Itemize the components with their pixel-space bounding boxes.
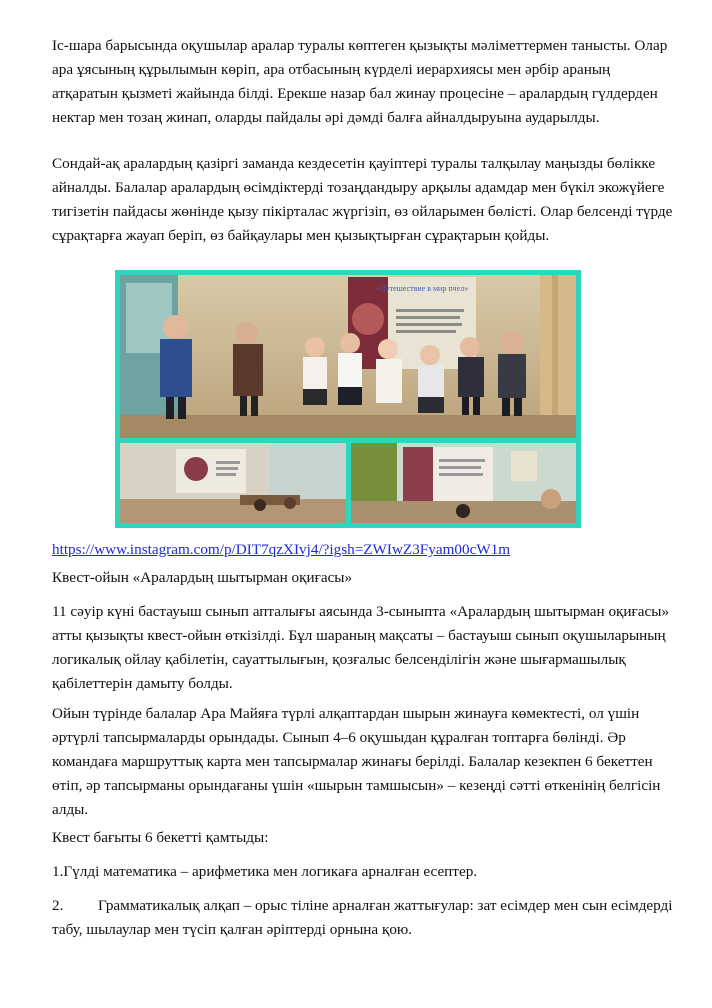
section-title: Квест-ойын «Аралардың шытырман оқиғасы» [52, 569, 353, 586]
photo-students-group [120, 275, 576, 438]
paragraph-quest-route: Квест бағыты 6 бекетті қамтыды: [52, 829, 269, 846]
paragraph-quest-details: Ойын түрінде балалар Ара Майяға түрлі алқаптардан шырын жинауға көмектесті, ол үшін әртүрлі тапсырмаларды орындады. Сынып 4–6 оқушыдан құралған топтарға бөлінді. Әр командаға маршруттық карта мен тапсырмалар жинағы берілді. Балалар кезекпен 6 бекеттен өтіп, әр тапсырманы орындағаны үшін «шырын тамшысын» – кезеңді сәтті өткенінің белгісін алды. [52, 705, 661, 818]
photo-classroom-left-image [120, 443, 346, 523]
photo-classroom-left [120, 443, 346, 523]
slide-title: «Путешествие в мир пчел» [375, 284, 469, 293]
paragraph-bee-dangers: Сондай-ақ аралардың қазіргі заманда кездесетін қауіптері туралы талқылау маңызды бөлікке айналды. Балалар аралардың өсімдіктерді тозаңдандыру арқылы адамдар мен бүкіл экожүйеге тигізетін пайдасы жөнінде қызу пікірталас жүргізіп, өз ойларымен бөлісті. Олар белсенді түрде сұрақтарға жауап беріп, өз байқаулары мен қызықтырған сұрақтарын қойды. [52, 155, 673, 244]
photo-classroom-right-image [351, 443, 576, 523]
instagram-link[interactable]: https://www.instagram.com/p/DIT7qzXIvj4/?igsh=ZWIwZ3Fyam00cW1m [52, 541, 511, 558]
list-item-text: Грамматикалық алқап – орыс тіліне арналған жаттығулар: зат есімдер мен сын есімдерді табу, шылаулар мен түсіп қалған әріптерді орнына қою. [52, 897, 673, 938]
paragraph-event-info: Іс-шара барысында оқушылар аралар туралы көптеген қызықты мәліметтермен танысты. Олар ара ұясының құрылымын көріп, ара отбасының күрделі иерархиясы мен әрбір араның атқаратын қызметі жайында білді. Ерекше назар бал жинау процесіне – аралардың гүлдерден нектар мен тозаң жинап, оларды пайдалы әрі дәмді балға айналдыруына аударылды. [52, 37, 668, 126]
photo-classroom-right [351, 443, 576, 523]
list-item [52, 894, 674, 942]
list-item-number: 2. [52, 897, 64, 914]
photo-students-image [120, 275, 576, 438]
paragraph-quest-intro: 11 сәуір күні бастауыш сынып апталығы аясында 3-сыныпта «Аралардың шытырман оқиғасы» атты қызықты квест-ойын өткізілді. Бұл шараның мақсаты – бастауыш сынып оқушыларының логикалық ойлау қабілетін, сауаттылығын, қозғалыс белсенділігін және шығармашылық қабілеттерін дамыту болды. [52, 603, 670, 692]
photo-collage [115, 270, 581, 528]
list-item: 1.Гүлді математика – арифметика мен логикаға арналған есептер. [52, 863, 478, 880]
